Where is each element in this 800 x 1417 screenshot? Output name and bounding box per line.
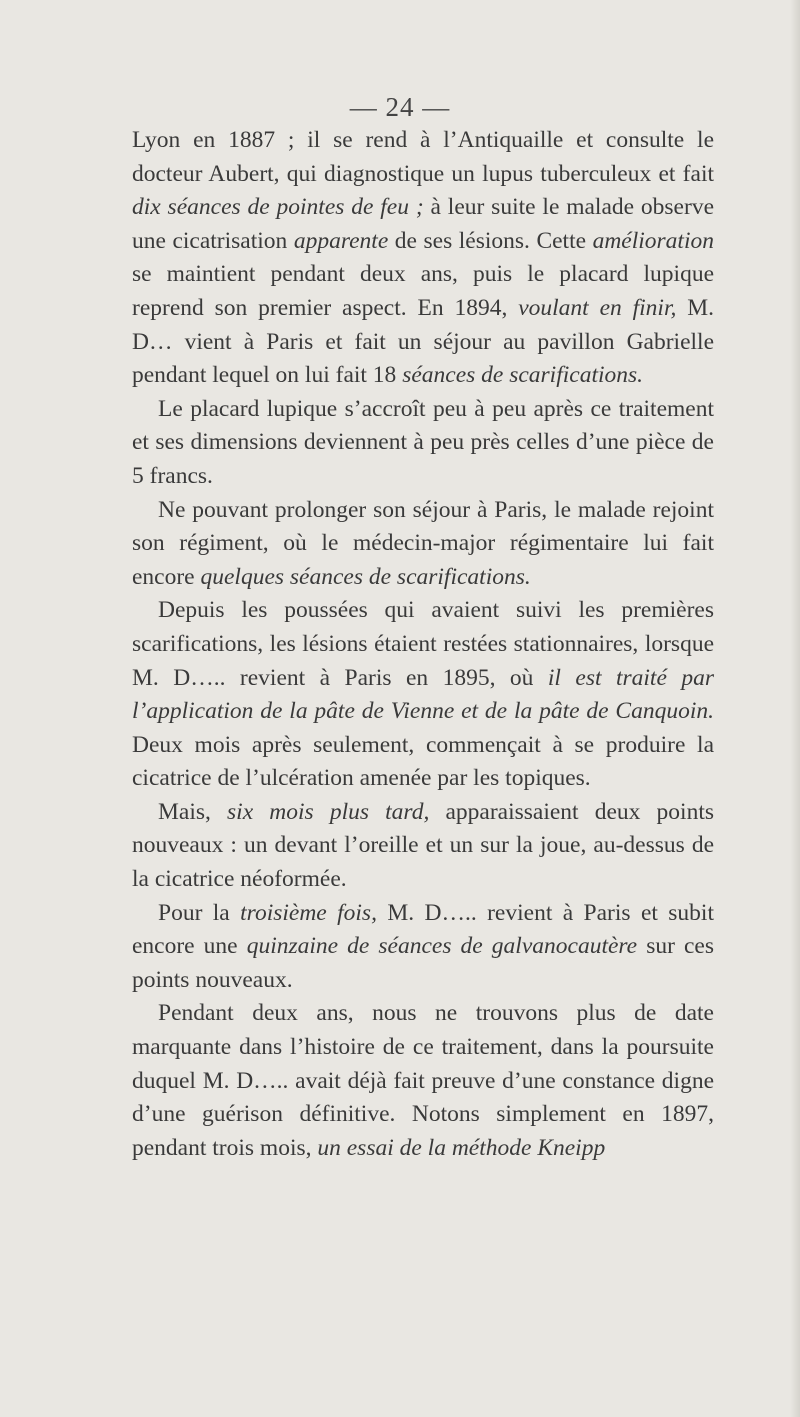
text-segment: Mais, [158, 798, 228, 825]
italic-segment: amélioration [592, 227, 714, 254]
text-segment: sur ces points nouveaux. [132, 933, 714, 993]
text-segment: M. D….. revient à Paris et subit encore une [132, 899, 714, 960]
italic-segment: dix séances de pointes de feu ; [132, 194, 424, 221]
body-text [132, 124, 714, 1165]
italic-segment: troisième fois, [240, 899, 377, 926]
paragraph-4 [132, 594, 714, 796]
scan-shadow-edge [790, 0, 800, 1417]
text-segment: Depuis les poussées qui avaient suivi les premières scarifications, les lésions étaient restées stationnaires, lorsque M. D….. revient à Paris en 1895, où [132, 597, 714, 691]
text-segment: apparaissaient deux points nouveaux : un devant l’oreille et un sur la joue, au-dessus de la cicatrice néoformée. [132, 798, 715, 893]
italic-segment: quelques séances de scarifications. [200, 563, 531, 590]
text-segment: M. D… vient à Paris et fait un séjour au pavillon Gabrielle pendant lequel on lui fait 18 [132, 294, 714, 389]
paragraph-6 [132, 897, 714, 998]
text-segment: se maintient pendant deux ans, puis le placard lupique reprend son premier aspect. En 1894, [132, 261, 714, 321]
text-segment: Ne pouvant prolonger son séjour à Paris, le malade rejoint son régiment, où le médecin-major régimentaire lui fait encore [132, 496, 714, 590]
italic-segment: un essai de la méthode Kneipp [317, 1134, 606, 1161]
paragraph-3 [132, 494, 714, 595]
page-number: — 24 — [349, 92, 451, 122]
paragraph-7 [132, 997, 714, 1165]
text-segment: à leur suite le malade observe une cicatrisation [132, 194, 714, 254]
text-segment: de ses lésions. Cette [388, 227, 593, 254]
paragraph-2 [132, 393, 714, 494]
italic-segment: apparente [293, 227, 389, 254]
text-segment: Deux mois après seulement, commençait à se produire la cicatrice de l’ulcération amenée par les topiques. [132, 731, 714, 792]
text-segment: Le placard lupique s’accroît peu à peu après ce traitement et ses dimensions deviennent à peu près celles d’une pièce de 5 francs. [132, 395, 714, 489]
paragraph-5 [132, 796, 714, 897]
text-segment: Pour la [158, 899, 241, 926]
italic-segment: voulant en finir, [518, 294, 677, 321]
text-segment: Pendant deux ans, nous ne trouvons plus de date marquante dans l’histoire de ce traitement, dans la poursuite duquel M. D….. avait déjà fait preuve d’une constance digne d’une guérison définitive. Notons simplement en 1897, pendant trois mois, [132, 1000, 714, 1161]
italic-segment: séances de scarifications. [402, 362, 644, 389]
paragraph-1 [132, 124, 714, 393]
italic-segment: il est traité par l’application de la pâte de Vienne et de la pâte de Canquoin. [132, 664, 714, 725]
text-segment: Lyon en 1887 ; il se rend à l’Antiquaille et consulte le docteur Aubert, qui diagnostique un lupus tuberculeux et fait [132, 127, 714, 187]
italic-segment: six mois plus tard, [227, 798, 430, 825]
italic-segment: quinzaine de séances de galvanocautère [246, 933, 638, 960]
